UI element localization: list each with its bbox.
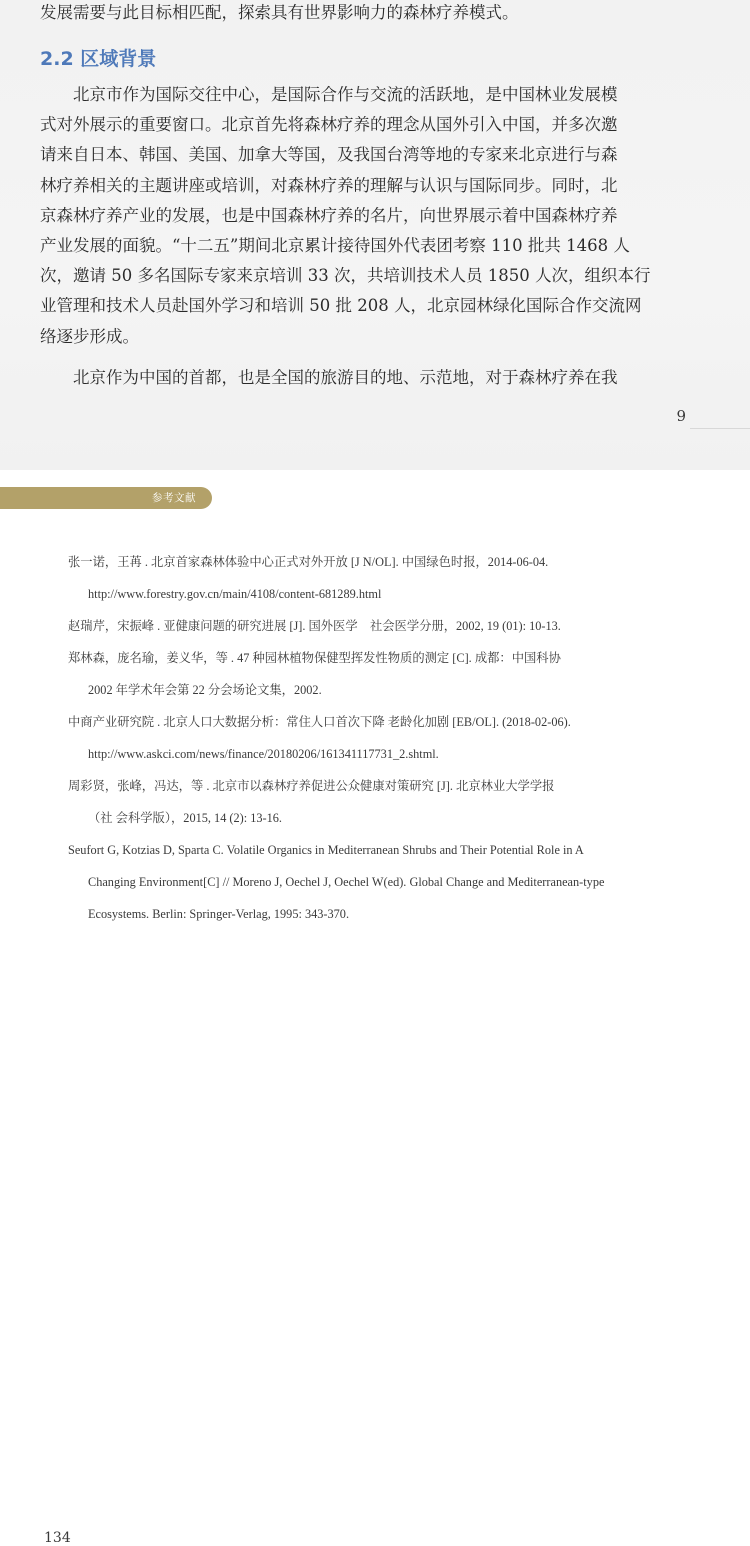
book-page-134	[0, 470, 750, 1546]
paragraph-2-line: 北京作为中国的首都，也是全国的旅游目的地、示范地，对于森林疗养在我	[73, 368, 618, 387]
reference-line: 中商产业研究院 . 北京人口大数据分析：常住人口首次下降 老龄化加剧 [EB/OL]. (2018-02-06).	[68, 715, 571, 729]
references-tab	[0, 487, 212, 509]
reference-line: 赵瑞芹，宋振峰 . 亚健康问题的研究进展 [J]. 国外医学 社会医学分册，2002, 19 (01): 10-13.	[68, 619, 561, 633]
paragraph-1-line: 产业发展的面貌。“十二五”期间北京累计接待国外代表团考察 110 批共 1468 人	[40, 236, 630, 256]
paragraph-1-line: 京森林疗养产业的发展，也是中国森林疗养的名片，向世界展示着中国森林疗养	[40, 205, 618, 225]
section-heading: 2.2 区域背景	[40, 48, 157, 70]
paragraph-1-line: 式对外展示的重要窗口。北京首先将森林疗养的理念从国外引入中国，并多次邀	[40, 115, 618, 135]
reference-line: 郑林森，庞名瑜，姜义华，等 . 47 种园林植物保健型挥发性物质的测定 [C]. 成都：中国科协	[68, 651, 561, 665]
page-9-first-line: 发展需要与此目标相匹配，探索具有世界影响力的森林疗养模式。	[40, 3, 519, 22]
reference-line: 2002 年学术年会第 22 分会场论文集，2002.	[88, 683, 322, 697]
reference-line: （社 会科学版），2015, 14 (2): 13-16.	[88, 811, 283, 825]
page-number-rule	[690, 428, 750, 429]
reference-line: Changing Environment[C] // Moreno J, Oechel J, Oechel W(ed). Global Change and Mediterranean-type	[88, 875, 605, 889]
reference-line: Seufort G, Kotzias D, Sparta C. Volatile Organics in Mediterranean Shrubs and Their Potential Role in A	[68, 843, 584, 857]
paragraph-1	[40, 80, 680, 352]
reference-line: Ecosystems. Berlin: Springer-Verlag, 1995: 343-370.	[88, 907, 350, 921]
paragraph-1-line: 业管理和技术人员赴国外学习和培训 50 批 208 人，北京园林绿化国际合作交流网	[40, 296, 642, 316]
reference-line: http://www.forestry.gov.cn/main/4108/content-681289.html	[88, 587, 382, 601]
paragraph-1-line: 林疗养相关的主题讲座或培训，对森林疗养的理解与认识与国际同步。同时，北	[40, 175, 618, 195]
paragraph-1-line: 北京市作为国际交往中心，是国际合作与交流的活跃地，是中国林业发展模	[73, 85, 618, 104]
paragraph-2	[40, 363, 680, 393]
page-number-top: 9	[676, 407, 686, 425]
paragraph-1-line: 次，邀请 50 多名国际专家来京培训 33 次，共培训技术人员 1850 人次，组织本行	[40, 266, 651, 286]
paragraph-1-line: 请来自日本、韩国、美国、加拿大等国，及我国台湾等地的专家来北京进行与森	[40, 145, 618, 165]
references-tab-label: 参考文献	[152, 492, 196, 504]
book-page-9	[0, 0, 750, 470]
paragraph-1-line: 络逐步形成。	[40, 326, 139, 346]
page-number-bottom: 134	[44, 1530, 71, 1546]
reference-line: http://www.askci.com/news/finance/20180206/161341117731_2.shtml.	[88, 747, 439, 761]
reference-line: 周彩贤，张峰，冯达，等 . 北京市以森林疗养促进公众健康对策研究 [J]. 北京林业大学学报	[68, 779, 555, 793]
reference-line: 张一诺，王苒 . 北京首家森林体验中心正式对外开放 [J N/OL]. 中国绿色时报，2014-06-04.	[68, 555, 549, 569]
reference-list	[68, 546, 718, 930]
